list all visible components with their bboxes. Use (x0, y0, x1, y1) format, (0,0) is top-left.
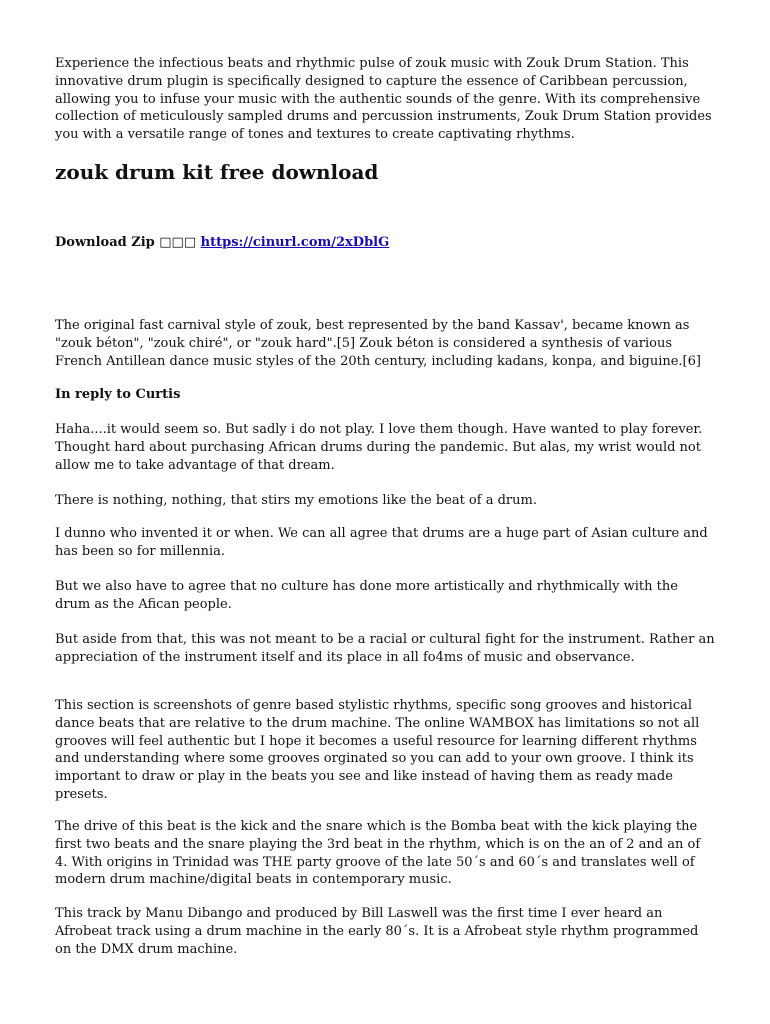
download-line (55, 234, 715, 252)
paragraph-bomba-beat: The drive of this beat is the kick and the snare which is the Bomba beat with the kick playing the first two beats and the snare playing the 3rd beat in the rhythm, which is on the an of 2 and an of 4. With origins in Trinidad was THE party groove of the late 50´s and 60´s and translates well of modern drum machine/digital beats in contemporary music. (55, 819, 701, 888)
paragraph-manu-dibango: This track by Manu Dibango and produced by Bill Laswell was the first time I ever heard an Afrobeat track using a drum machine in the early 80´s. It is a Afrobeat style rhythm programmed on the DMX drum machine. (55, 906, 699, 957)
paragraph-comment: But we also have to agree that no culture has done more artistically and rhythmically with the drum as the Afican people. (55, 579, 678, 612)
page-title: zouk drum kit free download (55, 160, 379, 184)
intro-paragraph: Experience the infectious beats and rhythmic pulse of zouk music with Zouk Drum Station. This innovative drum plugin is specifically designed to capture the essence of Caribbean percussion, allowing you to infuse your music with the authentic sounds of the genre. With its comprehensive collection of meticulously sampled drums and percussion instruments, Zouk Drum Station provides you with a versatile range of tones and textures to create captivating rhythms. (55, 56, 712, 143)
download-label: Download Zip □□□ (55, 235, 197, 250)
paragraph-comment: Haha....it would seem so. But sadly i do not play. I love them though. Have wanted to play forever. Thought hard about purchasing African drums during the pandemic. But alas, my wrist would not allow me to take advantage of that dream. (55, 422, 703, 473)
paragraph-comment: But aside from that, this was not meant to be a racial or cultural fight for the instrument. Rather an appreciation of the instrument itself and its place in all fo4ms of music and observance. (55, 632, 715, 665)
paragraph-zouk-origin: The original fast carnival style of zouk, best represented by the band Kassav', became known as "zouk béton", "zouk chiré", or "zouk hard".[5] Zouk béton is considered a synthesis of various French Antillean dance music styles of the 20th century, including kadans, konpa, and biguine.[6] (55, 318, 701, 369)
paragraph-comment: There is nothing, nothing, that stirs my emotions like the beat of a drum. (55, 493, 537, 508)
reply-heading: In reply to Curtis (55, 387, 181, 402)
download-link[interactable]: https://cinurl.com/2xDblG (200, 235, 390, 250)
paragraph-comment: I dunno who invented it or when. We can all agree that drums are a huge part of Asian culture and has been so for millennia. (55, 526, 708, 559)
paragraph-section-intro: This section is screenshots of genre based stylistic rhythms, specific song grooves and historical dance beats that are relative to the drum machine. The online WAMBOX has limitations so not all grooves will feel authentic but I hope it becomes a useful resource for learning different rhythms and understanding where some grooves orginated so you can add to your own groove. I think its important to draw or play in the beats you see and like instead of having them as ready made presets. (55, 698, 700, 802)
